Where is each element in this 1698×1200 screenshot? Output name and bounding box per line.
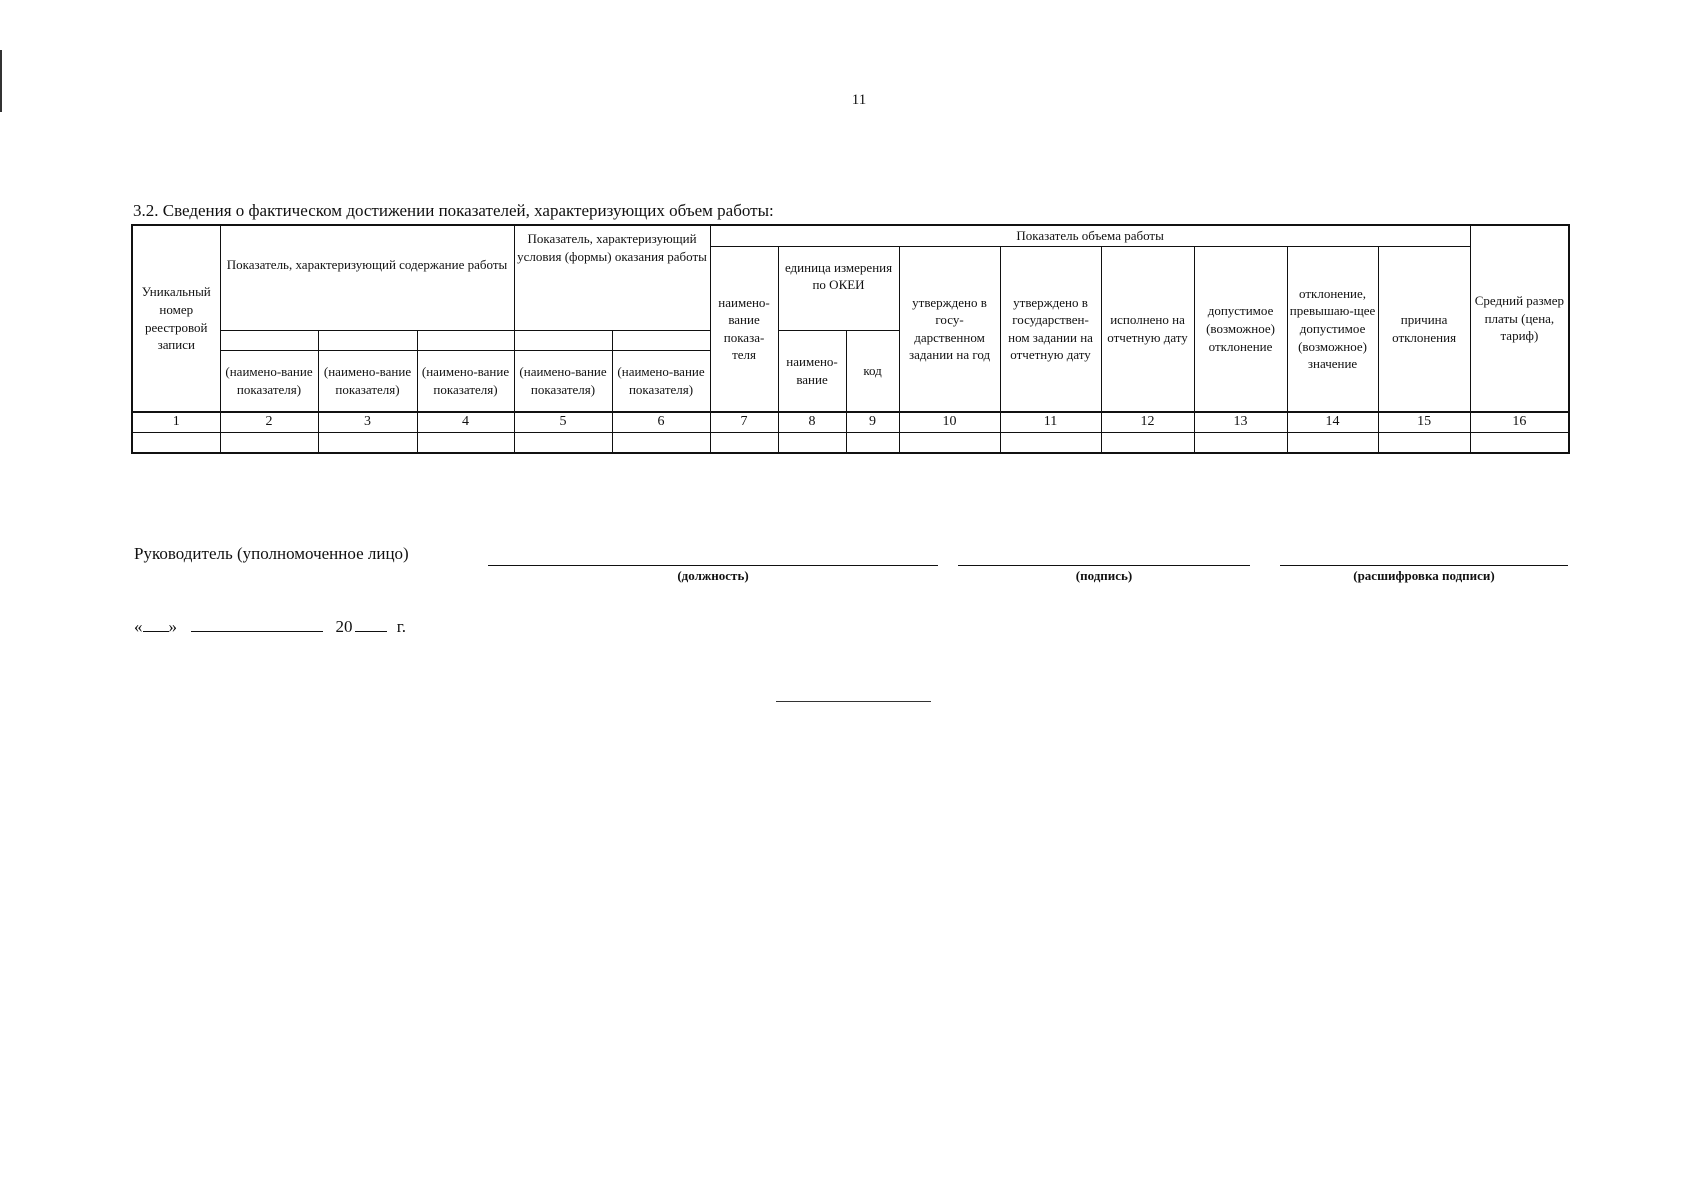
- signer-label: Руководитель (уполномоченное лицо): [134, 544, 409, 563]
- table-cell: [514, 432, 612, 453]
- column-number: 2: [220, 412, 318, 432]
- table-cell: [612, 432, 710, 453]
- signature-line: [958, 565, 1250, 566]
- column-number: 11: [1000, 412, 1101, 432]
- column-number: 6: [612, 412, 710, 432]
- column-number-row: [132, 412, 1569, 432]
- header-volume-group: Показатель объема работы: [710, 225, 1470, 246]
- table-cell: [1194, 432, 1287, 453]
- year-suffix: г.: [396, 617, 407, 636]
- header-exceeding-deviation: отклонение, превышаю-щее допустимое (возможное) значение: [1287, 246, 1378, 412]
- position-caption: (должность): [677, 568, 749, 583]
- table-cell: [1378, 432, 1470, 453]
- year-blank: [355, 617, 387, 632]
- header-content-indicator-3: (наимено-вание показателя): [417, 350, 514, 412]
- table-cell: [1470, 432, 1569, 453]
- column-number: 3: [318, 412, 417, 432]
- decoding-caption: (расшифровка подписи): [1353, 568, 1495, 583]
- month-blank: [191, 617, 323, 632]
- header-okei-unit: единица измерения по ОКЕИ: [778, 246, 899, 330]
- column-number: 14: [1287, 412, 1378, 432]
- content-subheader-blank: [318, 330, 417, 350]
- header-registry-number: Уникальный номер реестровой записи: [132, 225, 220, 412]
- date-line: [134, 617, 406, 637]
- header-content-indicator-1: (наимено-вание показателя): [220, 350, 318, 412]
- table-cell: [899, 432, 1000, 453]
- table-cell: [220, 432, 318, 453]
- volume-indicators-table: [131, 224, 1570, 454]
- table-cell: [318, 432, 417, 453]
- header-conditions-group: Показатель, характеризующий условия (формы) оказания работы: [514, 225, 710, 330]
- signature-caption: (подпись): [1075, 568, 1133, 583]
- conditions-subheader-blank: [612, 330, 710, 350]
- conditions-subheader-blank: [514, 330, 612, 350]
- year-prefix: 20: [335, 617, 353, 636]
- end-separator-line: [776, 701, 931, 702]
- header-conditions-indicator-2: (наимено-вание показателя): [612, 350, 710, 412]
- table-row: [132, 432, 1569, 453]
- scan-edge-mark: [0, 50, 2, 112]
- table-cell: [1287, 432, 1378, 453]
- table-cell: [1000, 432, 1101, 453]
- column-number: 8: [778, 412, 846, 432]
- column-number: 16: [1470, 412, 1569, 432]
- decoding-line: [1280, 565, 1568, 566]
- header-deviation-reason: причина отклонения: [1378, 246, 1470, 412]
- table-cell: [132, 432, 220, 453]
- header-content-indicator-2: (наимено-вание показателя): [318, 350, 417, 412]
- header-conditions-indicator-1: (наимено-вание показателя): [514, 350, 612, 412]
- table-cell: [710, 432, 778, 453]
- header-approved-year: утверждено в госу-дарственном задании на год: [899, 246, 1000, 412]
- day-blank: [143, 617, 169, 632]
- page-number: 11: [851, 92, 867, 108]
- table-cell: [417, 432, 514, 453]
- column-number: 4: [417, 412, 514, 432]
- header-allowed-deviation: допустимое (возможное) отклонение: [1194, 246, 1287, 412]
- header-executed: исполнено на отчетную дату: [1101, 246, 1194, 412]
- content-subheader-blank: [417, 330, 514, 350]
- table-cell: [1101, 432, 1194, 453]
- position-line: [488, 565, 938, 566]
- header-approved-date: утверждено в государствен-ном задании на отчетную дату: [1000, 246, 1101, 412]
- header-avg-fee: Средний размер платы (цена, тариф): [1470, 225, 1569, 412]
- header-unit-name: наимено-вание: [778, 330, 846, 412]
- column-number: 9: [846, 412, 899, 432]
- section-title: 3.2. Сведения о фактическом достижении показателей, характеризующих объем работы:: [133, 201, 774, 220]
- table-cell: [778, 432, 846, 453]
- quote-open: «: [134, 617, 143, 636]
- header-content-group: Показатель, характеризующий содержание работы: [220, 225, 514, 330]
- content-subheader-blank: [220, 330, 318, 350]
- column-number: 5: [514, 412, 612, 432]
- column-number: 7: [710, 412, 778, 432]
- column-number: 10: [899, 412, 1000, 432]
- quote-close: »: [168, 617, 177, 636]
- table-cell: [846, 432, 899, 453]
- column-number: 12: [1101, 412, 1194, 432]
- column-number: 1: [132, 412, 220, 432]
- header-unit-code: код: [846, 330, 899, 412]
- column-number: 15: [1378, 412, 1470, 432]
- column-number: 13: [1194, 412, 1287, 432]
- header-indicator-name: наимено-вание показа-теля: [710, 246, 778, 412]
